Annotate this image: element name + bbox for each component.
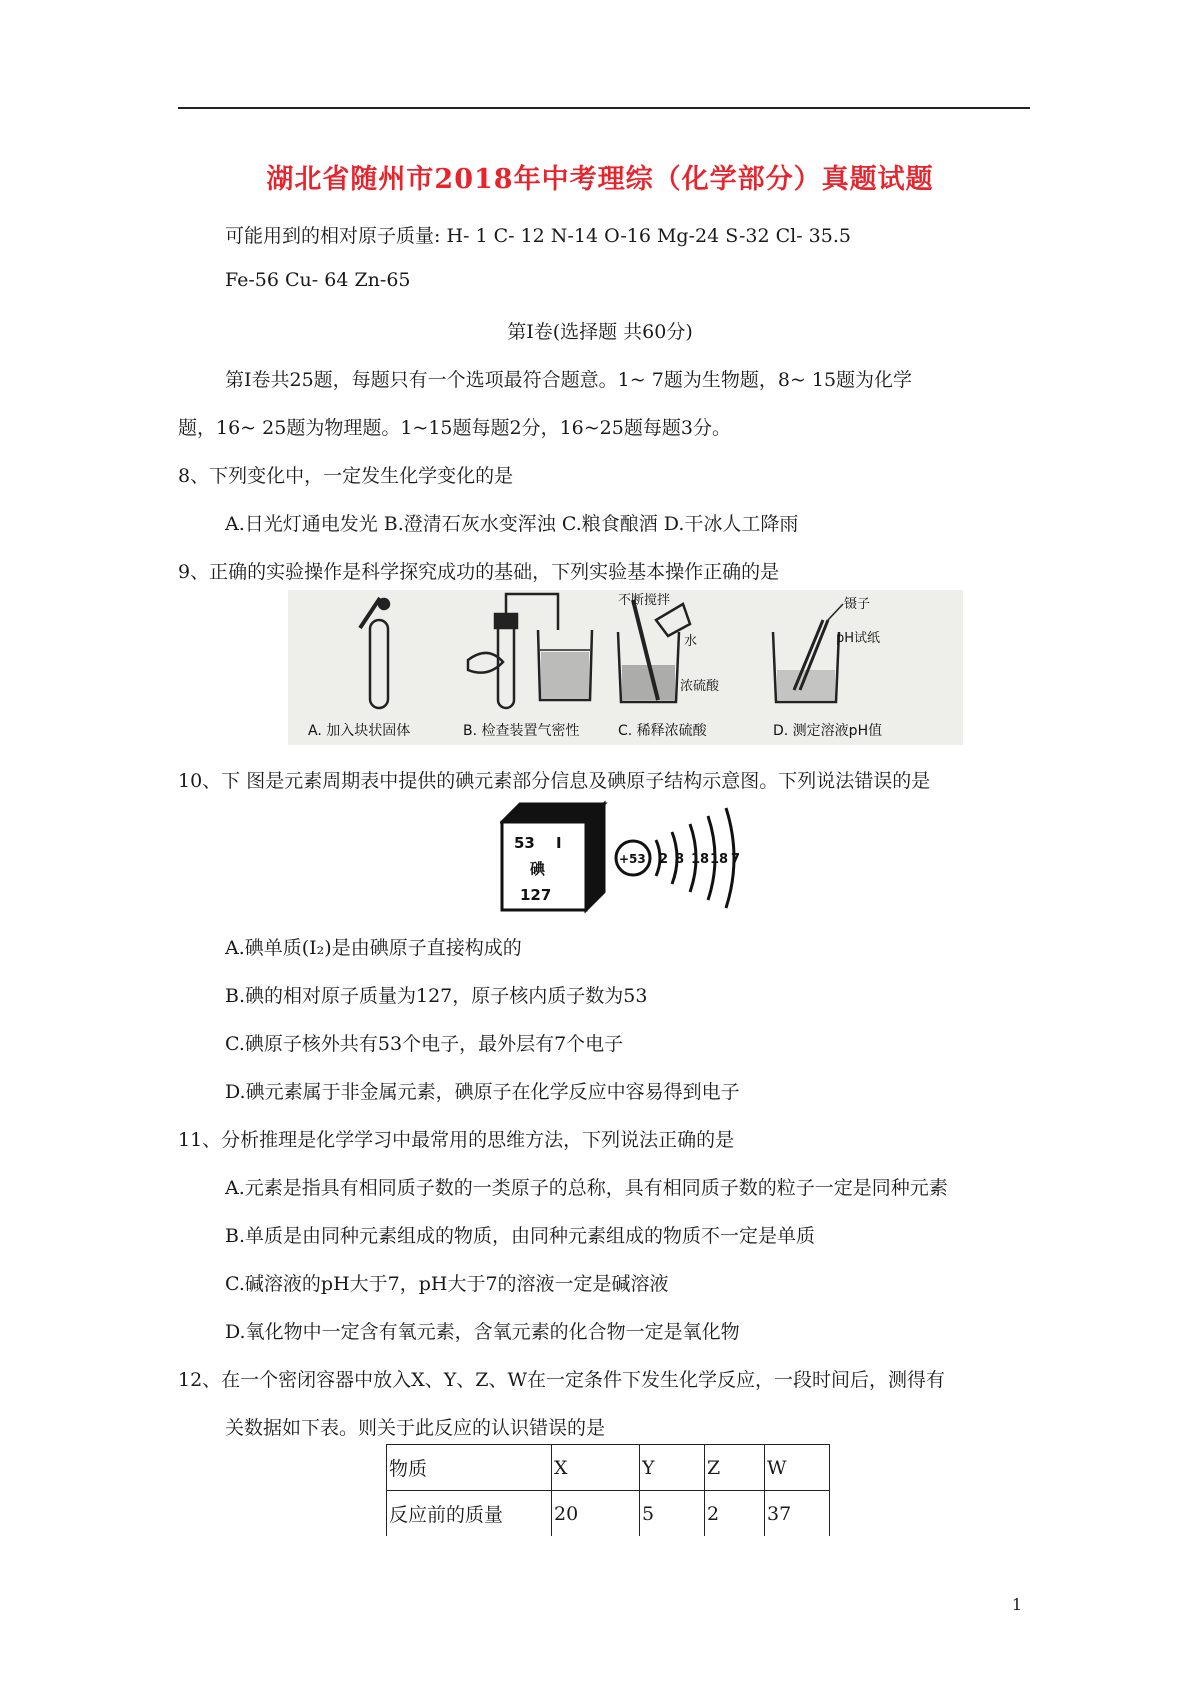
q9-stem: 9、正确的实验操作是科学探究成功的基础，下列实验基本操作正确的是: [178, 561, 780, 583]
label-tweezers: 镊子: [844, 597, 871, 612]
q10-option-c: C.碘原子核外共有53个电子，最外层有7个电子: [225, 1033, 624, 1055]
table-cell: X: [552, 1445, 640, 1491]
element-mass: 127: [520, 886, 552, 904]
q10-option-b: B.碘的相对原子质量为127，原子核内质子数为53: [225, 985, 648, 1007]
q8-stem: 8、下列变化中，一定发生化学变化的是: [178, 465, 514, 487]
atomic-mass-line-2: Fe-56 Cu- 64 Zn-65: [225, 269, 411, 291]
element-symbol: I: [556, 834, 562, 852]
table-cell: 20: [552, 1491, 640, 1537]
document-title: 湖北省随州市2018年中考理综（化学部分）真题试题: [266, 164, 934, 195]
label-stir: 不断搅拌: [618, 593, 671, 608]
table-header-row: [387, 1445, 830, 1491]
q11-option-a: A.元素是指具有相同质子数的一类原子的总称，具有相同质子数的粒子一定是同种元素: [225, 1177, 948, 1199]
q10-stem: 10、下 图是元素周期表中提供的碘元素部分信息及碘原子结构示意图。下列说法错误的是: [178, 770, 931, 792]
table-cell: 2: [705, 1491, 765, 1537]
q8-options: A.日光灯通电发光 B.澄清石灰水变浑浊 C.粮食酿酒 D.干冰人工降雨: [225, 513, 799, 535]
page-number: 1: [1011, 1595, 1022, 1614]
instructions-line-1: 第Ⅰ卷共25题，每题只有一个选项最符合题意。1~ 7题为生物题，8~ 15题为化学: [225, 369, 913, 391]
caption-a: A. 加入块状固体: [308, 723, 411, 739]
mass-data-table: [386, 1444, 830, 1536]
q11-option-d: D.氧化物中一定含有氧元素，含氧元素的化合物一定是氧化物: [225, 1321, 740, 1343]
element-number: 53: [514, 834, 535, 852]
table-cell: 物质: [387, 1445, 552, 1491]
shell-3: 18: [691, 852, 710, 867]
q10-option-d: D.碘元素属于非金属元素，碘原子在化学反应中容易得到电子: [225, 1081, 740, 1103]
svg-text:+53: +53: [619, 852, 646, 866]
shell-4: 18: [710, 852, 729, 867]
section-title: 第Ⅰ卷(选择题 共60分): [507, 321, 693, 343]
q9-lab-figure: [288, 590, 963, 745]
element-name: 碘: [530, 860, 546, 878]
shell-1: 2: [659, 852, 669, 867]
label-acid: 浓硫酸: [680, 679, 720, 694]
table-cell: W: [765, 1445, 830, 1491]
table-row: [387, 1491, 830, 1537]
caption-d: D. 测定溶液pH值: [773, 723, 883, 739]
iodine-figure: [500, 800, 760, 915]
atomic-mass-line-1: 可能用到的相对原子质量: H- 1 C- 12 N-14 O-16 Mg-24 S-32 Cl- 35.5: [225, 225, 851, 247]
shell-5: 7: [731, 852, 741, 867]
label-water: 水: [684, 634, 698, 649]
caption-c: C. 稀释浓硫酸: [618, 723, 707, 739]
table-cell: 反应前的质量: [387, 1491, 552, 1537]
q11-option-c: C.碱溶液的pH大于7，pH大于7的溶液一定是碱溶液: [225, 1273, 669, 1295]
table-cell: Y: [640, 1445, 705, 1491]
q11-option-b: B.单质是由同种元素组成的物质，由同种元素组成的物质不一定是单质: [225, 1225, 816, 1247]
element-card: [502, 804, 604, 910]
q11-stem: 11、分析推理是化学学习中最常用的思维方法，下列说法正确的是: [178, 1129, 735, 1151]
table-cell: Z: [705, 1445, 765, 1491]
atom-nucleus: [616, 841, 650, 875]
table-cell: 5: [640, 1491, 705, 1537]
label-ph-paper: pH试纸: [836, 631, 881, 646]
shell-2: 8: [675, 852, 685, 867]
header-rule: [178, 107, 1030, 109]
q12-stem-line-1: 12、在一个密闭容器中放入X、Y、Z、W在一定条件下发生化学反应，一段时间后，测得有: [178, 1369, 945, 1391]
q10-option-a: A.碘单质(I₂)是由碘原子直接构成的: [225, 937, 522, 959]
instructions-line-2: 题，16~ 25题为物理题。1~15题每题2分，16~25题每题3分。: [178, 417, 731, 439]
caption-b: B. 检查装置气密性: [463, 723, 580, 739]
table-cell: 37: [765, 1491, 830, 1537]
q12-stem-line-2: 关数据如下表。则关于此反应的认识错误的是: [225, 1417, 606, 1439]
